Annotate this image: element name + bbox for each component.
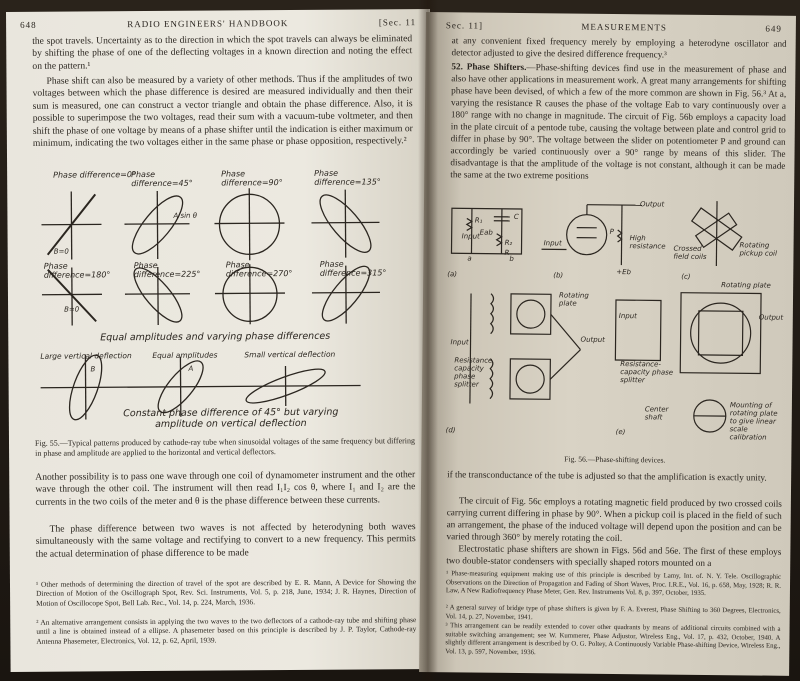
figure-caption: Fig. 55.—Typical patterns produced by cathode-ray tube when sinusoidal voltages of the same frequency but differing in phase and amplitude are applied to the horizontal and vertical deflectors. [34, 436, 416, 458]
right-page-header [446, 20, 782, 34]
label-input-b: Input [543, 239, 562, 248]
book-gutter [418, 0, 438, 681]
section-text: —Phase-shifting devices find use in the measurement of phase and also have other applications in measurement work. A great many arrangements for shifting phase have been devised, of which a few of the more common are shown in Fig. 56.³ At a, varying the resistance R causes the phase of the voltage Eab to vary continuously over a 180° range with no change in magnitude. The circuit of Fig. 56b employs a capacity load in the plate circuit of a pentode tube, causing the voltage between plate and control grid to differ in phase by 90°. The voltage between the slider on potentiometer P and ground can accordingly be varied continuously over a 90° range by means of this slider. The disadvantage is that the amplitude of the voltage is not constant, although it can be made the same at the two extreme positions [450, 62, 787, 181]
page-number: 648 [20, 19, 37, 30]
footnote: ² An alternative arrangement consists in applying the two waves to the two deflectors of a cathode-ray tube and shifting phase until a line is obtained instead of a ellipse. A phasemeter based on this principle is described by J. P. Taylor, Cathode-ray Antenna Phasemeter, Electronics, Vol. 12, p. 62, April, 1939. [36, 615, 417, 646]
label-phase-90: Phase difference=90° [221, 169, 283, 188]
section-heading: 52. Phase Shifters. [451, 61, 527, 73]
label-crossed-coils: Crossed field coils [673, 244, 707, 261]
label-p: P [609, 227, 614, 236]
label-plus-eb: +Eb [616, 268, 632, 277]
label-input-e: Input [618, 312, 638, 321]
label-high-resistance: High resistance [629, 234, 666, 251]
sublabel-c: (c) [681, 272, 691, 281]
label-a: A [188, 364, 194, 373]
label-large-vertical: Large vertical deflection [40, 351, 132, 361]
label-r: R [504, 248, 510, 257]
label-rotating-plate-d: Rotating plate [558, 291, 589, 308]
label-output-b: Output [639, 200, 665, 209]
sublabel-e: (e) [615, 428, 626, 437]
paragraph: Electrostatic phase shifters are shown in Figs. 56d and 56e. The first of these employs two double-stator condensers with specially shaped rotors mounted on a [446, 543, 782, 569]
label-a-sin-theta: A sin θ [173, 211, 198, 220]
label-mounting: Mounting of rotating plate to give linear scale calibration [729, 401, 778, 442]
figure-caption: Fig. 56.—Phase-shifting devices. [564, 454, 666, 465]
figure-56 [439, 198, 787, 452]
label-phase-315: Phase difference=315° [319, 259, 387, 278]
footnote: ¹ Other methods of determining the direction of travel of the spot are described by E. R. Mann, A Device for Showing the Direction of Motion of the Oscillograph Spot, Rev. Sci. Instruments, Vol. 5, p. 218, June, 1934; J. R. Haynes, Direction of Motion of Oscillocope Spot, Bell Lab. Rec., Vol. 14, p. 224, March, 1936. [35, 577, 417, 608]
sublabel-b: (b) [553, 271, 564, 280]
label-phase-270: Phase difference=270° [225, 260, 293, 279]
paragraph: if the transconductance of the tube is adjusted so that the amplification is exactly unity. [447, 469, 767, 483]
label-phase-135: Phase difference=135° [314, 168, 381, 187]
figure-55 [29, 167, 421, 435]
left-page [6, 9, 435, 672]
label-b-zero-2: B=0 [64, 305, 80, 314]
paragraph: the spot travels. Uncertainty as to the direction in which the spot travels can always be eliminated by shifting the phase of one of the deflecting voltages in a known direction and noting the effect on the pattern.¹ [32, 33, 413, 72]
caption-constant-phase [51, 406, 411, 431]
label-phase-0: Phase difference=0° [53, 170, 136, 180]
running-title: RADIO ENGINEERS' HANDBOOK [127, 18, 289, 30]
label-phase-45: Phase difference=45° [131, 169, 193, 189]
label-center-shaft: Center shaft [644, 405, 669, 422]
paragraph: Another possibility is to pass one wave through one coil of dynamometer instrument and the other wave through the other coil. The instrument will then read I₁I₂ cos θ, where I₁ and I₂ are the currents in the two coils of the meter and θ is the phase difference between these currents. [35, 469, 416, 508]
label-rc-splitter-e: Resistance-capacity phase splitter [620, 360, 674, 385]
paragraph: The circuit of Fig. 56c employs a rotating magnetic field produced by two crossed coils carrying current differing in phase by 90°. When a pickup coil is placed in the field of such an arrangement, the phase of the induced voltage will depend upon the position and can be varied through 360° by merely rotating the coil. [446, 495, 782, 544]
section-ref: [Sec. 11 [378, 17, 417, 28]
footnote: ² A general survey of bridge type of phase shifters is given by F. A. Everest, Phase Shifting to 360 Degrees, Electronics, Vol. 14, p. 27, November, 1941. [445, 604, 781, 621]
label-rotating-plate-e: Rotating plate [721, 281, 771, 290]
page-number: 649 [765, 23, 782, 34]
label-point-b: b [509, 254, 514, 263]
label-small-vertical: Small vertical deflection [244, 349, 336, 360]
left-page-header [20, 17, 416, 30]
label-input-a: Input [461, 232, 480, 241]
label-b-zero: B=0 [53, 247, 69, 256]
label-phase-225: Phase difference=225° [133, 260, 201, 280]
label-b: B [90, 365, 96, 374]
label-rc-splitter-d: Resistance capacity phase splitter [454, 356, 493, 389]
caption-constant-phase-line2: amplitude on vertical deflection [155, 417, 307, 430]
label-point-a: a [467, 254, 472, 263]
label-input-d: Input [450, 338, 469, 347]
paragraph: The phase difference between two waves is not affected by heterodyning both waves simultaneously with the same voltage and rectifying to convert to a new frequency. This permits the actual determination of phase difference to be made [35, 521, 416, 560]
label-r1: R₁ [474, 216, 483, 225]
label-r2: R₂ [504, 238, 513, 247]
label-output-e: Output [758, 313, 784, 322]
caption-constant-phase-line1: Constant phase difference of 45° but varying [123, 406, 339, 420]
label-rotating-pickup: Rotating pickup coil [739, 241, 777, 258]
running-title: MEASUREMENTS [581, 21, 667, 33]
lissajous-patterns [29, 167, 421, 435]
paragraph: Phase shift can also be measured by a variety of other methods. Thus if the amplitudes of two voltages between which the phase difference is desired are measured individually and then their sum is measured, one can construct a vector triangle and obtain the phase difference. Also, it is possible to superimpose the two voltages, read their sum with a vacuum-tube voltmeter, and then shift the phase of one voltage by means of a phase shifter until the indication is either maximum or minimum, indicating the two voltages either in the same phase or phase opposition, respectively.² [32, 73, 413, 149]
caption-equal-amplitudes: Equal amplitudes and varying phase differences [100, 330, 331, 344]
footnote: ³ This arrangement can be readily extended to cover other quadrants by means of additional circuits combined with a suitable switching arrangement; see W. Kummerer, Phase Adjustor, Wireless Eng., Vol. 17, p. 432, October, 1940. A slightly different arrangement is described by O. G. Poltey, A Continuously Variable Phase-shifting Device, Wireless Eng., Vol. 13, p. 597, November, 1936. [445, 622, 781, 656]
label-equal-amplitudes: Equal amplitudes [152, 350, 218, 360]
paragraph: at any convenient fixed frequency merely by employing a heterodyne oscillator and detector adjusted to give the desired difference frequency.³ [451, 35, 787, 60]
label-output-d: Output [580, 335, 605, 344]
sublabel-a: (a) [447, 270, 458, 279]
right-page [419, 12, 796, 676]
section-ref: Sec. 11] [445, 20, 484, 31]
label-phase-180: Phase difference=180° [43, 261, 111, 280]
label-eab: Eab [479, 228, 493, 237]
footnote: ¹ Phase-measuring equipment making use of this principle is described by Lamy, Int. of. N. Y. Tele. Oscillographic Observations on the Direction of Propagation and Fading of Short Waves, Proc. I.R.E., Vol. 16, p. 658, May, 1928; R. R. Law, A New Radiofrequency Phase Meter, Gen. Rev. Instruments Vol. 8, p. 397, October, 1935. [445, 570, 782, 598]
label-c: C [513, 212, 519, 221]
section-52 [450, 60, 786, 184]
sublabel-d: (d) [445, 426, 456, 435]
